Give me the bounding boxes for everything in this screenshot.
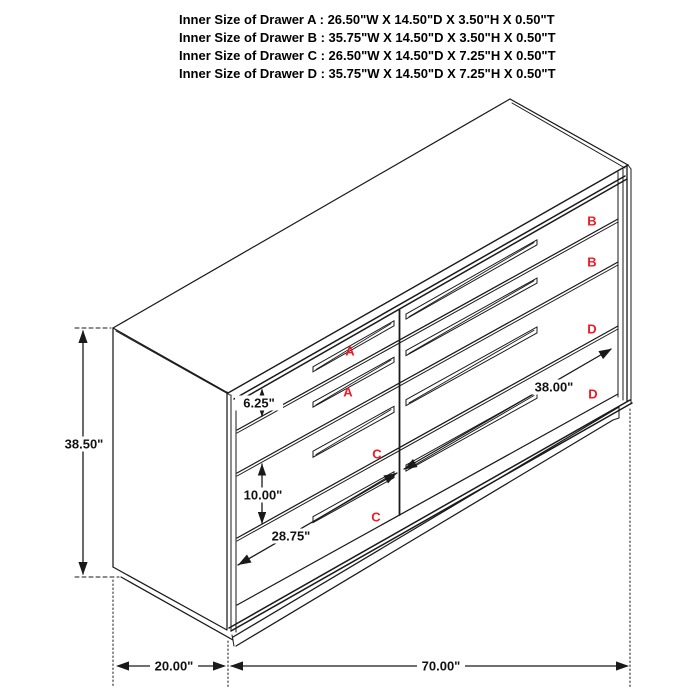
dim-6-25-label: 6.25" xyxy=(243,395,275,411)
dimension-overall-width xyxy=(230,659,629,674)
dimension-overall-depth xyxy=(116,659,226,674)
dim-70-00-label: 70.00" xyxy=(421,658,461,674)
drawer-label-b-right-0: B xyxy=(587,213,597,229)
drawer-label-c-left-3: C xyxy=(371,509,381,525)
drawer-label-a-left-0: A xyxy=(345,343,355,359)
drawer-separators xyxy=(237,219,618,605)
spec-line-drawer-b: Inner Size of Drawer B : 35.75"W X 14.50"D X 3.50"H X 0.50"T xyxy=(179,30,556,45)
dim-height-label: 38.50" xyxy=(64,436,104,452)
drawer-label-c-left-2: C xyxy=(372,446,382,462)
dim-28-75-label: 28.75" xyxy=(271,528,311,544)
spec-line-drawer-a: Inner Size of Drawer A : 26.50"W X 14.50"D X 3.50"H X 0.50"T xyxy=(179,12,555,27)
dimension-large-drawer-height xyxy=(239,464,287,525)
drawer-label-b-right-1: B xyxy=(587,254,597,270)
top-face xyxy=(113,99,628,395)
spec-line-drawer-c: Inner Size of Drawer C : 26.50"W X 14.50"D X 7.25"H X 0.50"T xyxy=(179,48,556,63)
dim-10-00-label: 10.00" xyxy=(243,487,283,503)
dimension-overall-height xyxy=(60,328,119,577)
spec-line-drawer-d: Inner Size of Drawer D : 35.75"W X 14.50"D X 7.25"H X 0.50"T xyxy=(179,66,556,81)
dim-38-00-label: 38.00" xyxy=(534,379,574,395)
drawer-label-d-right-3: D xyxy=(588,386,598,402)
drawer-label-a-left-1: A xyxy=(343,384,353,400)
dim-20-00-label: 20.00" xyxy=(154,658,194,674)
drawer-label-d-right-2: D xyxy=(587,321,597,337)
left-side-panel xyxy=(113,328,236,632)
plinth xyxy=(121,407,619,646)
front-face-frame xyxy=(229,165,632,631)
dimension-small-drawer-height xyxy=(235,389,283,418)
